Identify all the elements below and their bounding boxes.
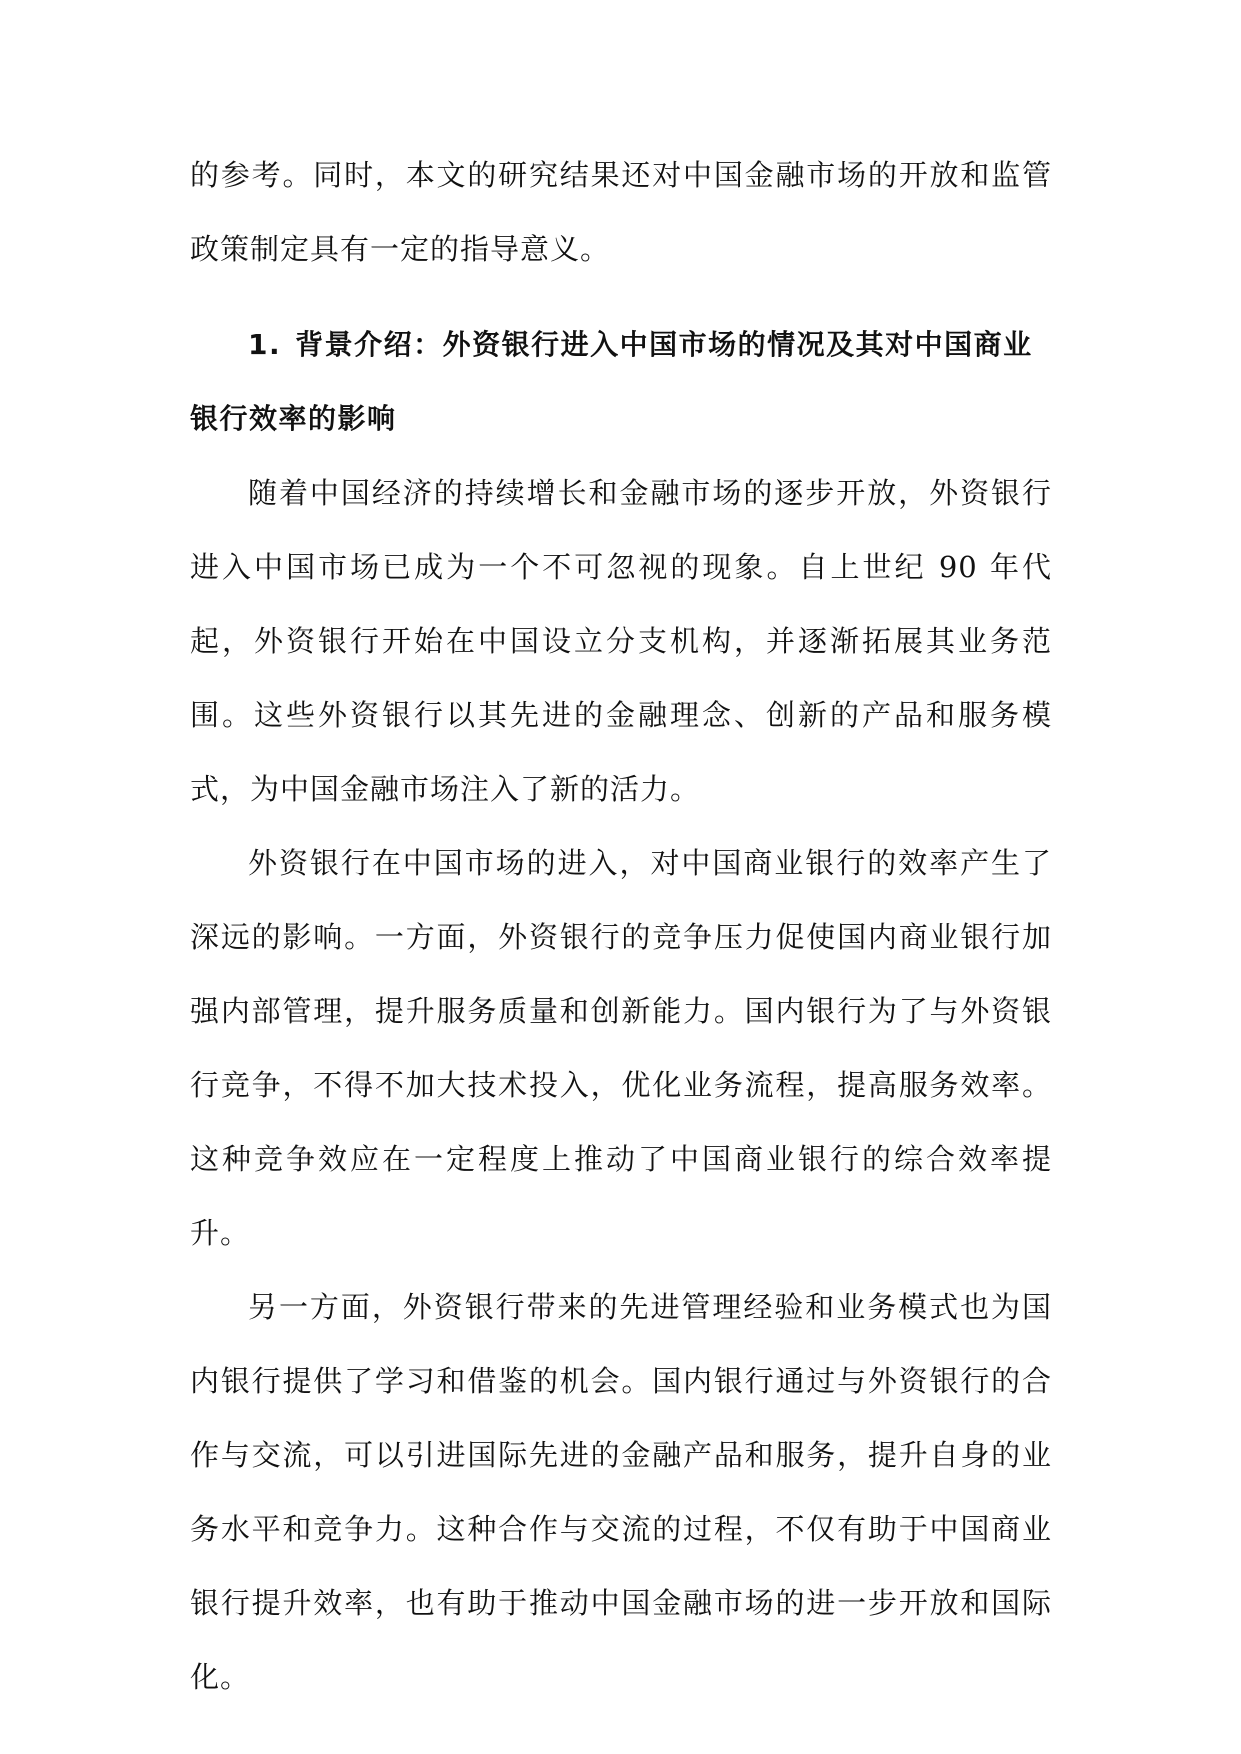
section-number: 1.	[248, 328, 282, 361]
document-body	[190, 138, 1052, 1714]
section-title: 背景介绍：外资银行进入中国市场的情况及其对中国商业银行效率的影响	[190, 328, 1033, 435]
body-paragraph-2: 外资银行在中国市场的进入，对中国商业银行的效率产生了深远的影响。一方面，外资银行的竞争压力促使国内商业银行加强内部管理，提升服务质量和创新能力。国内银行为了与外资银行竞争，不得不加大技术投入，优化业务流程，提高服务效率。这种竞争效应在一定程度上推动了中国商业银行的综合效率提升。	[190, 846, 1052, 1250]
body-paragraph-3: 另一方面，外资银行带来的先进管理经验和业务模式也为国内银行提供了学习和借鉴的机会。国内银行通过与外资银行的合作与交流，可以引进国际先进的金融产品和服务，提升自身的业务水平和竞争力。这种合作与交流的过程，不仅有助于中国商业银行提升效率，也有助于推动中国金融市场的进一步开放和国际化。	[190, 1290, 1052, 1694]
intro-paragraph: 的参考。同时，本文的研究结果还对中国金融市场的开放和监管政策制定具有一定的指导意义。	[190, 158, 1052, 266]
body-paragraph-1: 随着中国经济的持续增长和金融市场的逐步开放，外资银行进入中国市场已成为一个不可忽视的现象。自上世纪 90 年代起，外资银行开始在中国设立分支机构，并逐渐拓展其业务范围。这些外资银行以其先进的金融理念、创新的产品和服务模式，为中国金融市场注入了新的活力。	[190, 476, 1052, 806]
section-heading	[190, 308, 1052, 456]
